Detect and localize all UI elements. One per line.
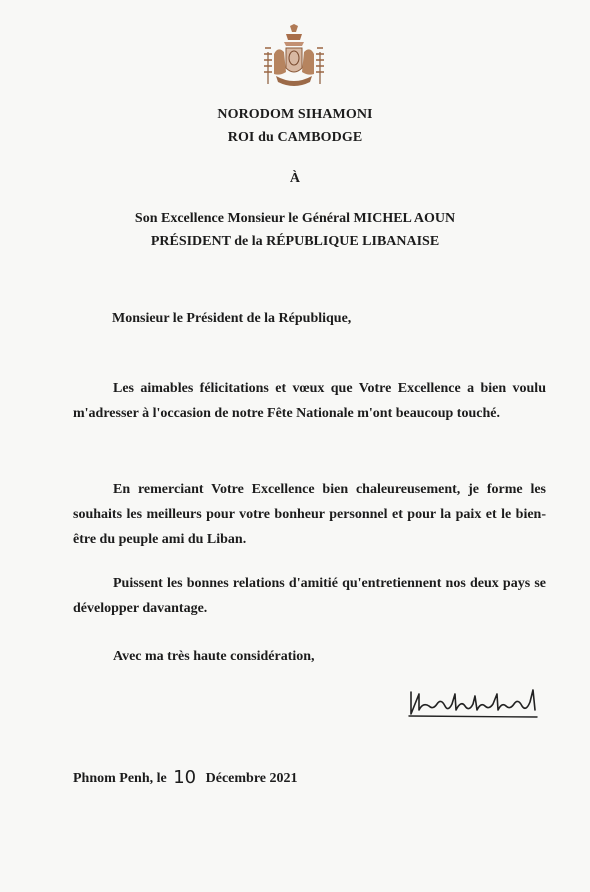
addressee-line-1: Son Excellence Monsieur le Général MICHEL AOUN [134, 211, 456, 226]
paragraph-1: Les aimables félicitations et vœux que Votre Excellence a bien voulu m'adresser à l'occasion de notre Fête Nationale m'ont beaucoup touché. [73, 381, 546, 421]
closing-line: Avec ma très haute considération, [113, 649, 315, 664]
sender-title: ROI du CAMBODGE [227, 130, 363, 145]
place-prefix: Phnom Penh, le [73, 771, 167, 786]
sender-name: NORODOM SIHAMONI [217, 107, 373, 122]
month-year: Décembre 2021 [205, 771, 298, 786]
salutation: Monsieur le Président de la République, [112, 311, 352, 326]
paragraph-2: En remerciant Votre Excellence bien chaleureusement, je forme les souhaits les meilleurs pour votre bonheur personnel et pour la paix et le bien-être du peuple ami du Liban. [73, 482, 546, 547]
handwritten-day: 10 [173, 767, 197, 788]
paragraph-3: Puissent les bonnes relations d'amitié qu'entretiennent nos deux pays se développer davantage. [73, 576, 546, 616]
handwritten-signature [405, 680, 545, 720]
addressee-line-2: PRÉSIDENT de la RÉPUBLIQUE LIBANAISE [150, 234, 440, 249]
addressed-to-label: À [289, 171, 301, 186]
royal-coat-of-arms-icon [260, 24, 328, 90]
date-line [73, 766, 298, 787]
